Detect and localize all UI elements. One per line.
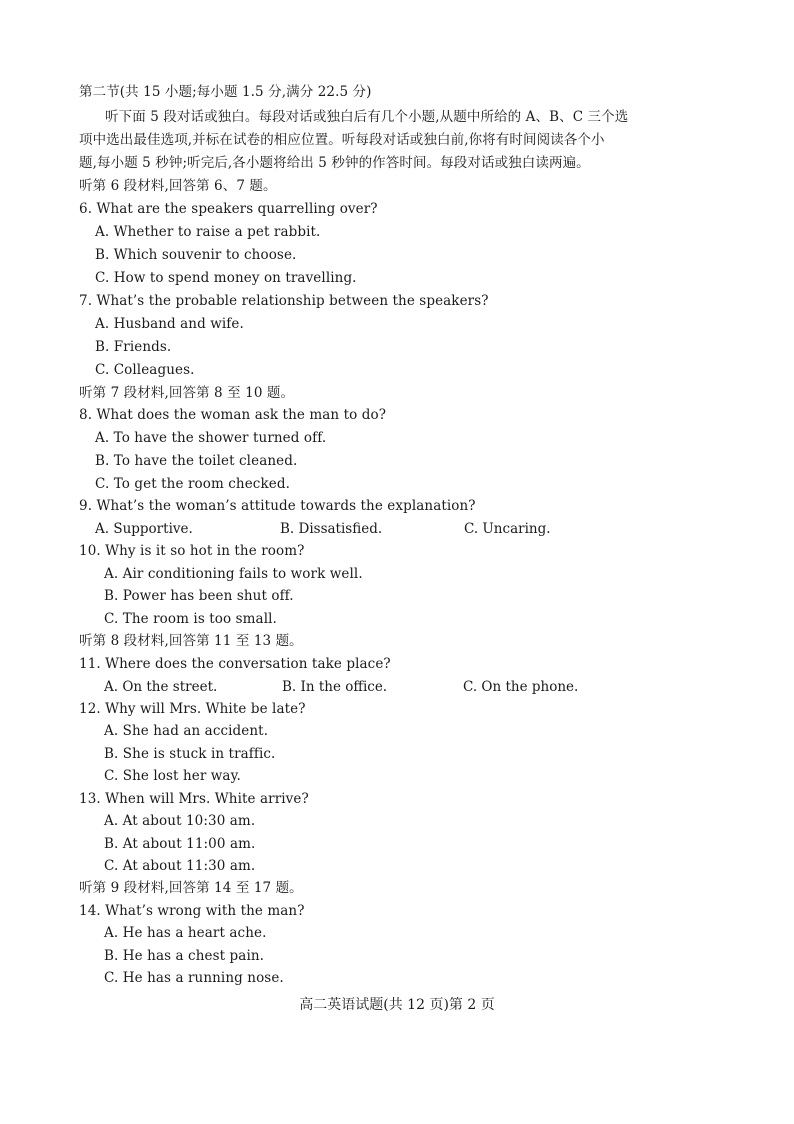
option-b: B. Which souvenir to choose. — [95, 247, 297, 263]
option-a: A. Supportive. — [95, 521, 193, 537]
group-label: 听第 9 段材料,回答第 14 至 17 题。 — [79, 880, 303, 896]
section-heading: 第二节(共 15 小题;每小题 1.5 分,满分 22.5 分) — [79, 84, 372, 100]
option-a: A. At about 10:30 am. — [104, 813, 256, 829]
question-stem: 10. Why is it so hot in the room? — [79, 543, 305, 559]
option-c: C. She lost her way. — [104, 768, 241, 784]
option-a: A. On the street. — [104, 679, 218, 695]
question-stem: 11. Where does the conversation take place? — [79, 656, 391, 672]
option-b: B. Power has been shut off. — [104, 588, 294, 604]
option-a: A. Air conditioning fails to work well. — [104, 566, 363, 582]
option-b: B. At about 11:00 am. — [104, 836, 256, 852]
option-c: C. The room is too small. — [104, 611, 277, 627]
option-c: C. At about 11:30 am. — [104, 858, 256, 874]
question-stem: 14. What’s wrong with the man? — [79, 903, 305, 919]
option-c: C. Uncaring. — [464, 521, 551, 537]
question-stem: 13. When will Mrs. White arrive? — [79, 791, 309, 807]
option-c: C. Colleagues. — [95, 362, 195, 378]
option-b: B. Dissatisfied. — [280, 521, 383, 537]
question-stem: 8. What does the woman ask the man to do? — [79, 407, 387, 423]
option-b: B. To have the toilet cleaned. — [95, 453, 298, 469]
option-c: C. On the phone. — [463, 679, 579, 695]
option-a: A. She had an accident. — [104, 723, 269, 739]
option-a: A. He has a heart ache. — [104, 925, 267, 941]
option-c: C. He has a running nose. — [104, 970, 284, 986]
question-stem: 7. What’s the probable relationship between the speakers? — [79, 293, 489, 309]
instruction-line: 听下面 5 段对话或独白。每段对话或独白后有几个小题,从题中所给的 A、B、C 三个选 — [105, 109, 629, 125]
group-label: 听第 7 段材料,回答第 8 至 10 题。 — [79, 385, 295, 401]
option-c: C. How to spend money on travelling. — [95, 270, 357, 286]
option-b: B. In the office. — [282, 679, 388, 695]
question-stem: 12. Why will Mrs. White be late? — [79, 701, 306, 717]
option-a: A. Whether to raise a pet rabbit. — [95, 224, 321, 240]
option-a: A. Husband and wife. — [95, 316, 244, 332]
instruction-line: 题,每小题 5 秒钟;听完后,各小题将给出 5 秒钟的作答时间。每段对话或独白读两遍。 — [79, 155, 590, 171]
question-stem: 9. What’s the woman’s attitude towards the explanation? — [79, 498, 476, 514]
group-label: 听第 8 段材料,回答第 11 至 13 题。 — [79, 633, 303, 649]
question-stem: 6. What are the speakers quarrelling over? — [79, 201, 378, 217]
option-b: B. He has a chest pain. — [104, 948, 265, 964]
page-footer: 高二英语试题(共 12 页)第 2 页 — [299, 997, 495, 1013]
option-b: B. Friends. — [95, 339, 172, 355]
option-c: C. To get the room checked. — [95, 476, 290, 492]
option-b: B. She is stuck in traffic. — [104, 746, 276, 762]
instruction-line: 项中选出最佳选项,并标在试卷的相应位置。听每段对话或独白前,你将有时间阅读各个小 — [79, 132, 605, 148]
option-a: A. To have the shower turned off. — [95, 430, 327, 446]
group-label: 听第 6 段材料,回答第 6、7 题。 — [79, 178, 277, 194]
